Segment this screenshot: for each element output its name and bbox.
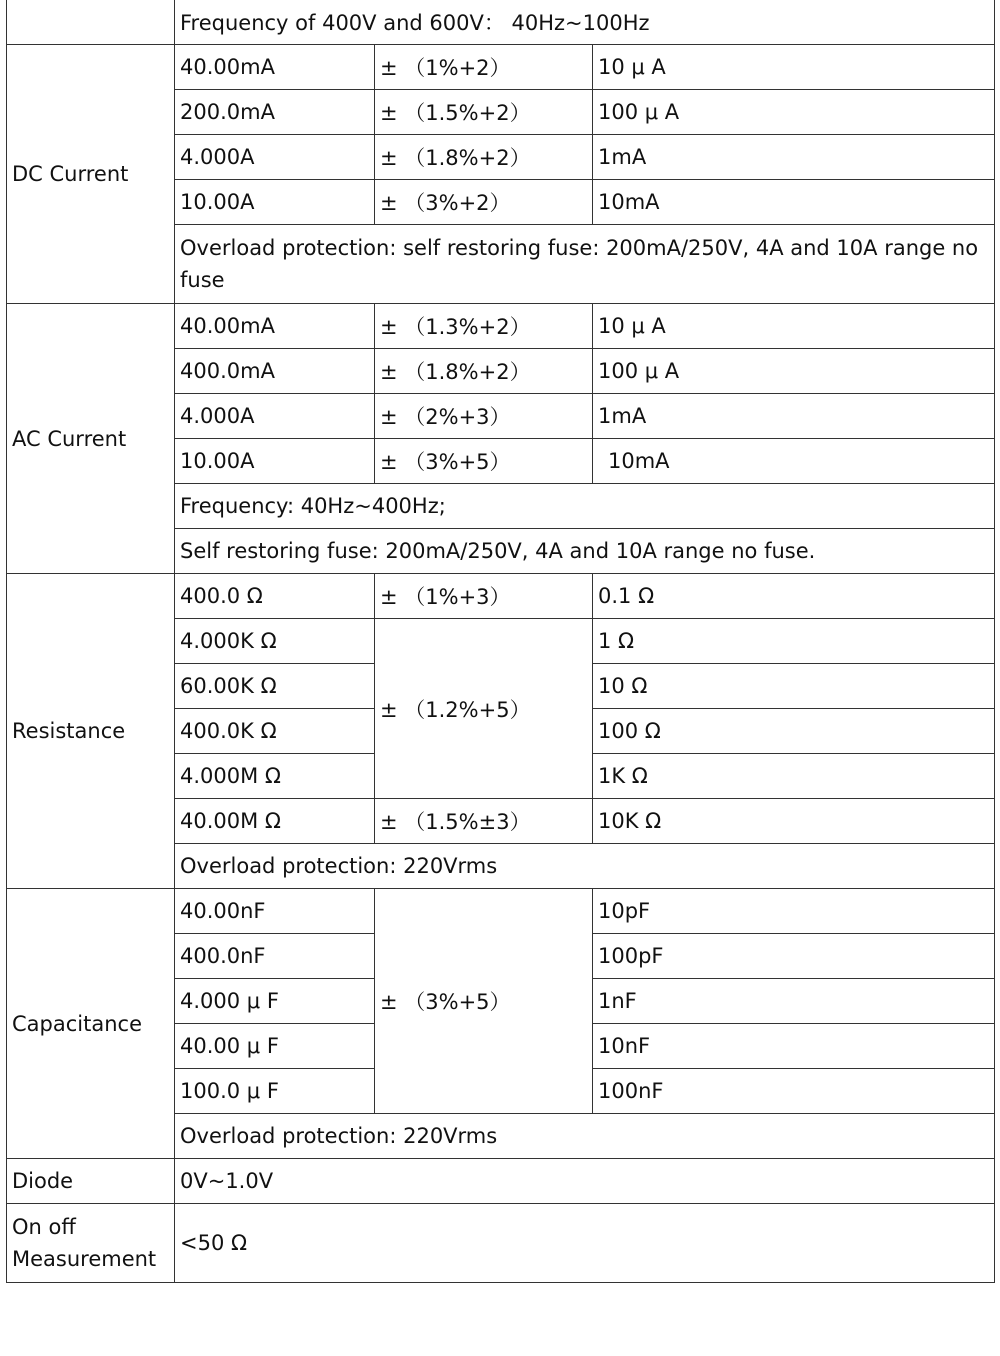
- accuracy-cell: ± （1%+2）: [375, 45, 593, 90]
- range-cell: 40.00M Ω: [175, 799, 375, 844]
- table-row: [7, 574, 995, 619]
- resolution-cell: 10nF: [593, 1024, 995, 1069]
- resistance-label: Resistance: [7, 574, 175, 889]
- accuracy-cell: ± （3%+5）: [375, 439, 593, 484]
- accuracy-cell: ± （1.8%+2）: [375, 349, 593, 394]
- resolution-cell: 10 μ A: [593, 304, 995, 349]
- range-cell: 400.0K Ω: [175, 709, 375, 754]
- resolution-cell: 100 Ω: [593, 709, 995, 754]
- table-row: [7, 0, 995, 45]
- on-off-label: On off Measurement: [7, 1204, 175, 1283]
- on-off-value: <50 Ω: [175, 1204, 995, 1283]
- table-row: [7, 304, 995, 349]
- accuracy-cell: ± （2%+3）: [375, 394, 593, 439]
- resolution-cell: 1mA: [593, 394, 995, 439]
- resolution-cell: 10 Ω: [593, 664, 995, 709]
- accuracy-cell: ± （1.5%+2）: [375, 90, 593, 135]
- diode-value: 0V~1.0V: [175, 1159, 995, 1204]
- resolution-cell: 10mA: [593, 439, 995, 484]
- resolution-cell: 100pF: [593, 934, 995, 979]
- range-cell: 4.000A: [175, 135, 375, 180]
- dc-current-label: DC Current: [7, 45, 175, 304]
- accuracy-cell: ± （1.2%+5）: [375, 619, 593, 799]
- table-row: [7, 45, 995, 90]
- range-cell: 40.00 μ F: [175, 1024, 375, 1069]
- capacitance-note: Overload protection: 220Vrms: [175, 1114, 995, 1159]
- table-row: [7, 1159, 995, 1204]
- accuracy-cell: ± （1.3%+2）: [375, 304, 593, 349]
- range-cell: 4.000 μ F: [175, 979, 375, 1024]
- resolution-cell: 1K Ω: [593, 754, 995, 799]
- accuracy-cell: ± （1.5%±3）: [375, 799, 593, 844]
- blank-cell: [7, 0, 175, 45]
- resolution-cell: 1nF: [593, 979, 995, 1024]
- range-cell: 40.00nF: [175, 889, 375, 934]
- accuracy-cell: ± （1%+3）: [375, 574, 593, 619]
- spec-table: [6, 0, 995, 1283]
- resolution-cell: 10mA: [593, 180, 995, 225]
- top-frequency-note: Frequency of 400V and 600V： 40Hz~100Hz: [175, 0, 995, 45]
- resolution-cell: 1 Ω: [593, 619, 995, 664]
- range-cell: 400.0 Ω: [175, 574, 375, 619]
- resolution-cell: 10pF: [593, 889, 995, 934]
- resolution-cell: 100 μ A: [593, 349, 995, 394]
- range-cell: 10.00A: [175, 180, 375, 225]
- diode-label: Diode: [7, 1159, 175, 1204]
- table-row: [7, 1204, 995, 1283]
- resolution-cell: 10K Ω: [593, 799, 995, 844]
- dc-current-note: Overload protection: self restoring fuse: 200mA/250V, 4A and 10A range no fuse: [175, 225, 995, 304]
- ac-current-fuse-note: Self restoring fuse: 200mA/250V, 4A and 10A range no fuse.: [175, 529, 995, 574]
- resistance-note: Overload protection: 220Vrms: [175, 844, 995, 889]
- resolution-cell: 1mA: [593, 135, 995, 180]
- range-cell: 40.00mA: [175, 304, 375, 349]
- resolution-cell: 100nF: [593, 1069, 995, 1114]
- range-cell: 100.0 μ F: [175, 1069, 375, 1114]
- range-cell: 400.0nF: [175, 934, 375, 979]
- range-cell: 60.00K Ω: [175, 664, 375, 709]
- range-cell: 200.0mA: [175, 90, 375, 135]
- accuracy-cell: ± （3%+5）: [375, 889, 593, 1114]
- accuracy-cell: ± （1.8%+2）: [375, 135, 593, 180]
- resolution-cell: 0.1 Ω: [593, 574, 995, 619]
- resolution-cell: 100 μ A: [593, 90, 995, 135]
- range-cell: 4.000K Ω: [175, 619, 375, 664]
- ac-current-frequency-note: Frequency: 40Hz~400Hz;: [175, 484, 995, 529]
- ac-current-label: AC Current: [7, 304, 175, 574]
- range-cell: 4.000A: [175, 394, 375, 439]
- range-cell: 40.00mA: [175, 45, 375, 90]
- range-cell: 400.0mA: [175, 349, 375, 394]
- capacitance-label: Capacitance: [7, 889, 175, 1159]
- accuracy-cell: ± （3%+2）: [375, 180, 593, 225]
- table-row: [7, 889, 995, 934]
- range-cell: 4.000M Ω: [175, 754, 375, 799]
- resolution-cell: 10 μ A: [593, 45, 995, 90]
- range-cell: 10.00A: [175, 439, 375, 484]
